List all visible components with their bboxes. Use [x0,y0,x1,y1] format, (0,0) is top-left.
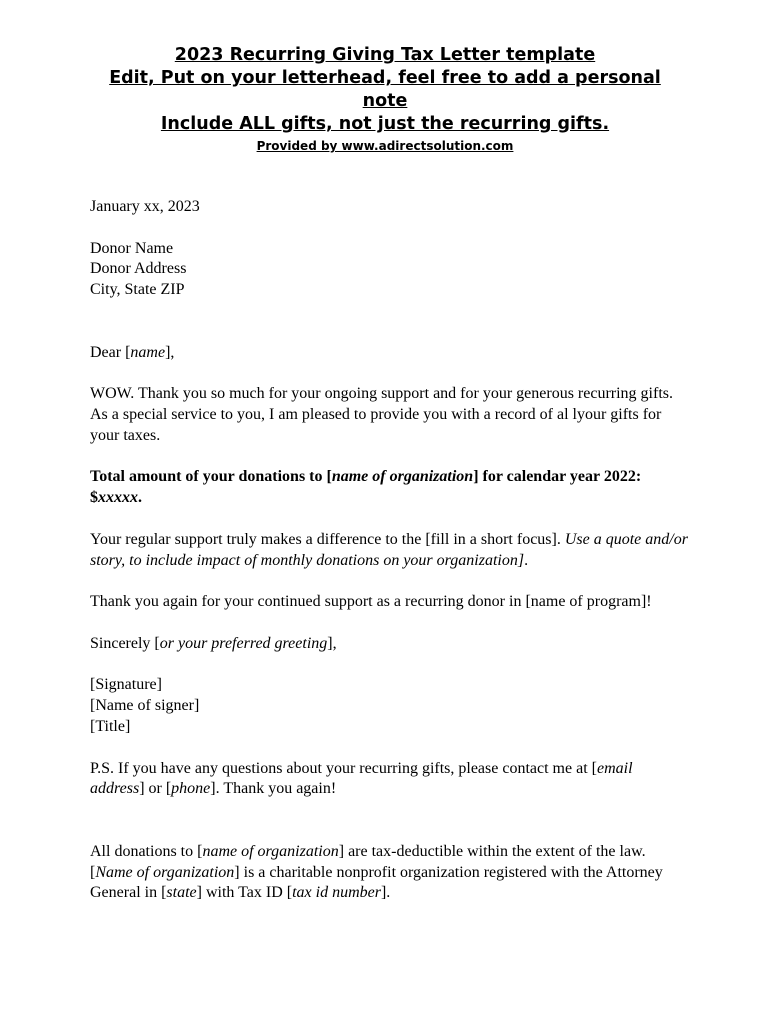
donor-address: Donor Address [90,260,187,278]
closing: Sincerely [or your preferred greeting], [90,634,337,652]
header-note: Include ALL gifts, not just the recurring gifts. [160,114,610,134]
signer-title: [Title] [90,717,131,735]
thanks-paragraph: Thank you again for your continued support as a recurring donor in [name of program]! [90,593,652,611]
letter-date: January xx, 2023 [90,198,200,215]
header-title: 2023 Recurring Giving Tax Letter template [174,45,596,65]
tax-disclaimer: All donations to [name of organization] are tax-deductible within the extent of the law. [Name of organization] is a charitable nonprofit organization registered with the Attorney General in [state] with Tax ID [tax id number]. [90,842,663,902]
signer-name: [Name of signer] [90,697,200,715]
support-paragraph: Your regular support truly makes a difference to the [fill in a short focus]. Use a quote and/or story, to include impact of monthly donations on your organization]. [90,530,688,569]
template-header [90,44,680,154]
letter-body [90,197,690,904]
salutation: Dear [name], [90,343,175,361]
donor-city-state-zip: City, State ZIP [90,281,185,299]
postscript: P.S. If you have any questions about your recurring gifts, please contact me at [email address] or [phone]. Thank you again! [90,759,633,798]
donation-total: Total amount of your donations to [name of organization] for calendar year 2022: $xxxxx. [90,468,642,507]
header-provided-by: Provided by www.adirectsolution.com [256,139,514,153]
header-instruction: Edit, Put on your letterhead, feel free to add a personal note [109,68,661,111]
donor-name: Donor Name [90,239,174,257]
signature: [Signature] [90,676,162,694]
intro-paragraph: WOW. Thank you so much for your ongoing support and for your generous recurring gifts. As a special service to you, I am pleased to provide you with a record of al lyour gifts for your taxes. [90,385,673,444]
